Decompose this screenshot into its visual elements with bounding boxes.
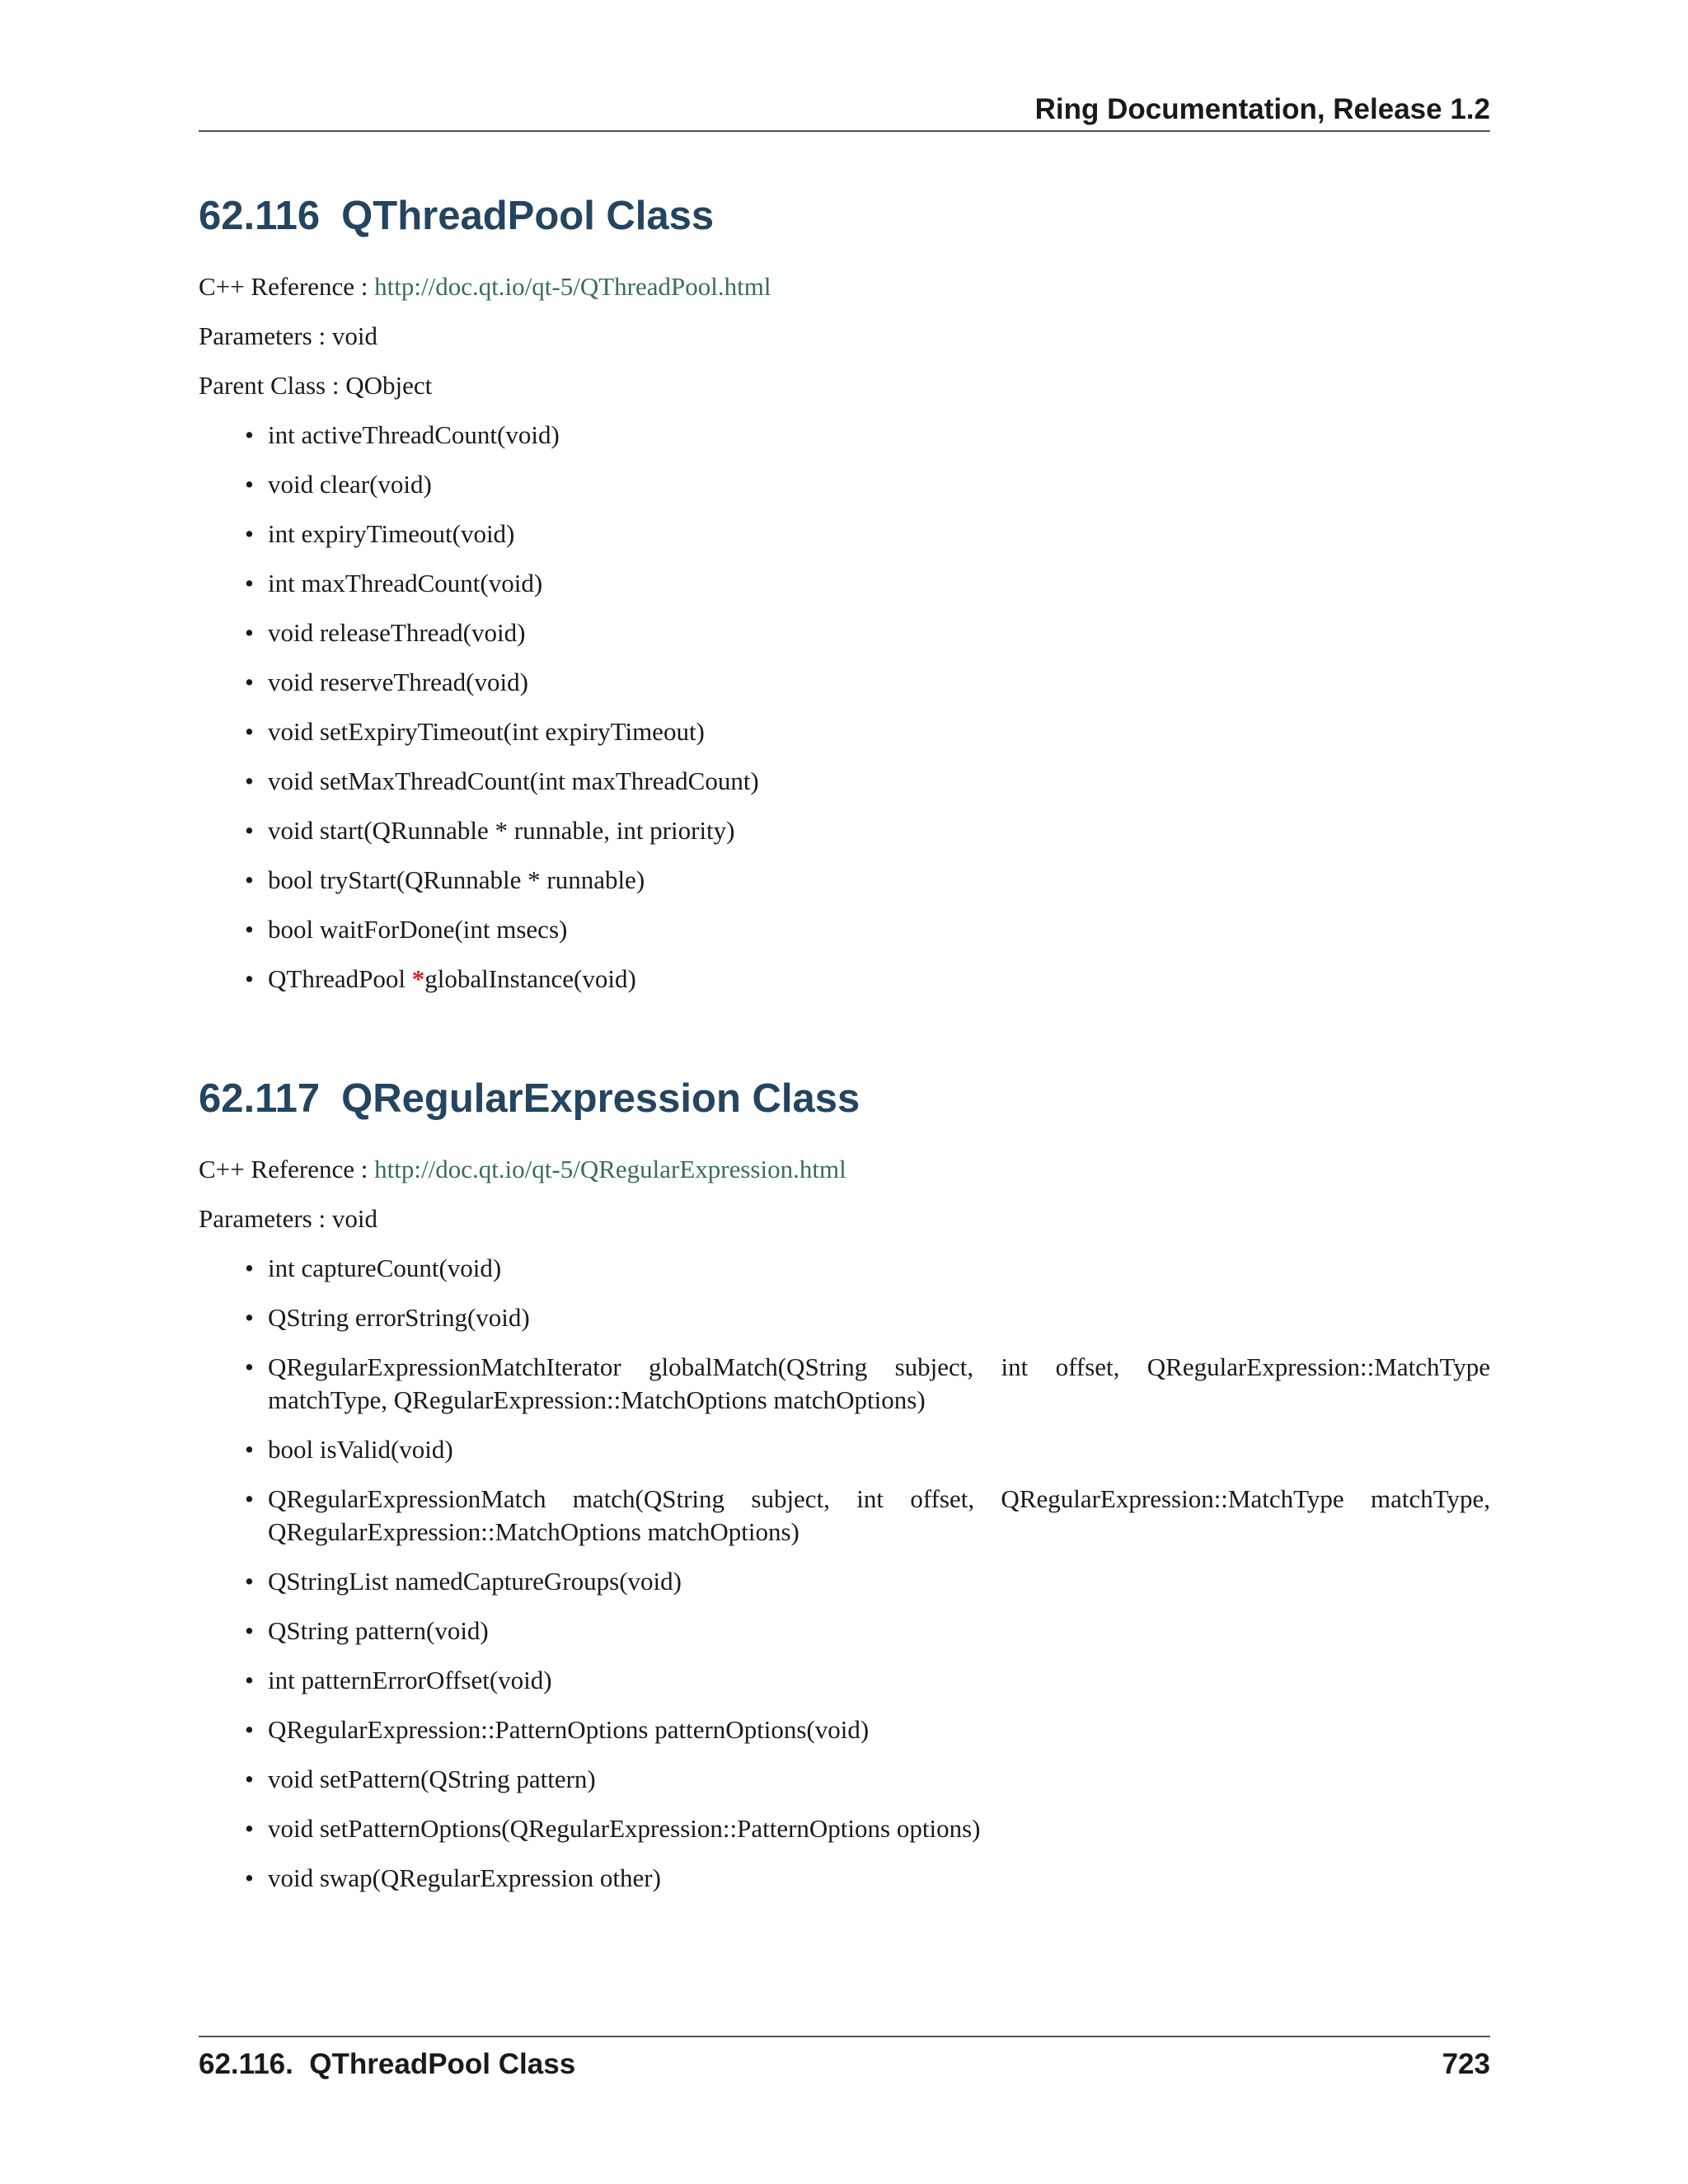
section-qregularexpression: [199, 1074, 1490, 1895]
section-number: 62.117: [199, 1076, 321, 1121]
page-number: 723: [1442, 2048, 1490, 2080]
list-item: • int patternErrorOffset(void): [268, 1664, 1490, 1697]
section-qthreadpool: [199, 191, 1490, 996]
list-item: • void swap(QRegularExpression other): [268, 1862, 1490, 1895]
list-item: • void setExpiryTimeout(int expiryTimeout): [268, 715, 1490, 748]
section-number: 62.116: [199, 194, 321, 238]
footer-section-label: 62.116. QThreadPool Class: [199, 2048, 576, 2080]
list-item: • void reserveThread(void): [268, 666, 1490, 699]
cpp-reference-label: C++ Reference :: [199, 272, 375, 301]
list-item: • int expiryTimeout(void): [268, 518, 1490, 551]
section-heading: [199, 1074, 1490, 1123]
page-footer: [199, 2036, 1490, 2085]
list-item: • void start(QRunnable * runnable, int priority): [268, 814, 1490, 847]
list-item: • void setMaxThreadCount(int maxThreadCount): [268, 765, 1490, 798]
list-item: • QStringList namedCaptureGroups(void): [268, 1565, 1490, 1598]
list-item: • QString errorString(void): [268, 1301, 1490, 1334]
parent-class-line: Parent Class : QObject: [199, 371, 433, 400]
pointer-star: *: [411, 964, 425, 993]
method-list: [199, 419, 1490, 996]
method-prefix: QThreadPool: [268, 964, 412, 993]
list-item: • bool waitForDone(int msecs): [268, 913, 1490, 946]
list-item: • bool isValid(void): [268, 1433, 1490, 1466]
method-suffix: globalInstance(void): [424, 964, 636, 993]
section-title: QRegularExpression Class: [341, 1076, 860, 1121]
list-item: • void setPattern(QString pattern): [268, 1763, 1490, 1796]
section-heading: [199, 191, 1490, 241]
parameters-line: Parameters : void: [199, 321, 377, 350]
page-header: [199, 89, 1490, 132]
method-list: [199, 1252, 1490, 1895]
cpp-reference-link[interactable]: http://doc.qt.io/qt-5/QRegularExpression.html: [374, 1155, 846, 1183]
cpp-reference-label: C++ Reference :: [199, 1155, 375, 1183]
section-title: QThreadPool Class: [341, 194, 715, 238]
list-item: • QRegularExpressionMatch match(QString subject, int offset, QRegularExpression::MatchType matchType, QRegularExpression::MatchOptions matchOptions): [268, 1483, 1490, 1549]
list-item: • int captureCount(void): [268, 1252, 1490, 1285]
list-item: • QRegularExpression::PatternOptions patternOptions(void): [268, 1713, 1490, 1746]
cpp-reference-link[interactable]: http://doc.qt.io/qt-5/QThreadPool.html: [374, 272, 771, 301]
list-item: • int activeThreadCount(void): [268, 419, 1490, 452]
list-item: • QRegularExpressionMatchIterator globalMatch(QString subject, int offset, QRegularExpression::MatchType matchType, QRegularExpression::MatchOptions matchOptions): [268, 1351, 1490, 1417]
list-item: • int maxThreadCount(void): [268, 567, 1490, 600]
cpp-reference: [199, 1153, 1490, 1186]
list-item: • void clear(void): [268, 468, 1490, 501]
cpp-reference: [199, 270, 1490, 303]
list-item: • QString pattern(void): [268, 1615, 1490, 1647]
list-item: [268, 963, 1490, 996]
running-header-title: Ring Documentation, Release 1.2: [1034, 93, 1490, 125]
list-item: • bool tryStart(QRunnable * runnable): [268, 864, 1490, 897]
list-item: • void releaseThread(void): [268, 616, 1490, 649]
parameters-line: Parameters : void: [199, 1204, 377, 1233]
list-item: • void setPatternOptions(QRegularExpression::PatternOptions options): [268, 1812, 1490, 1845]
